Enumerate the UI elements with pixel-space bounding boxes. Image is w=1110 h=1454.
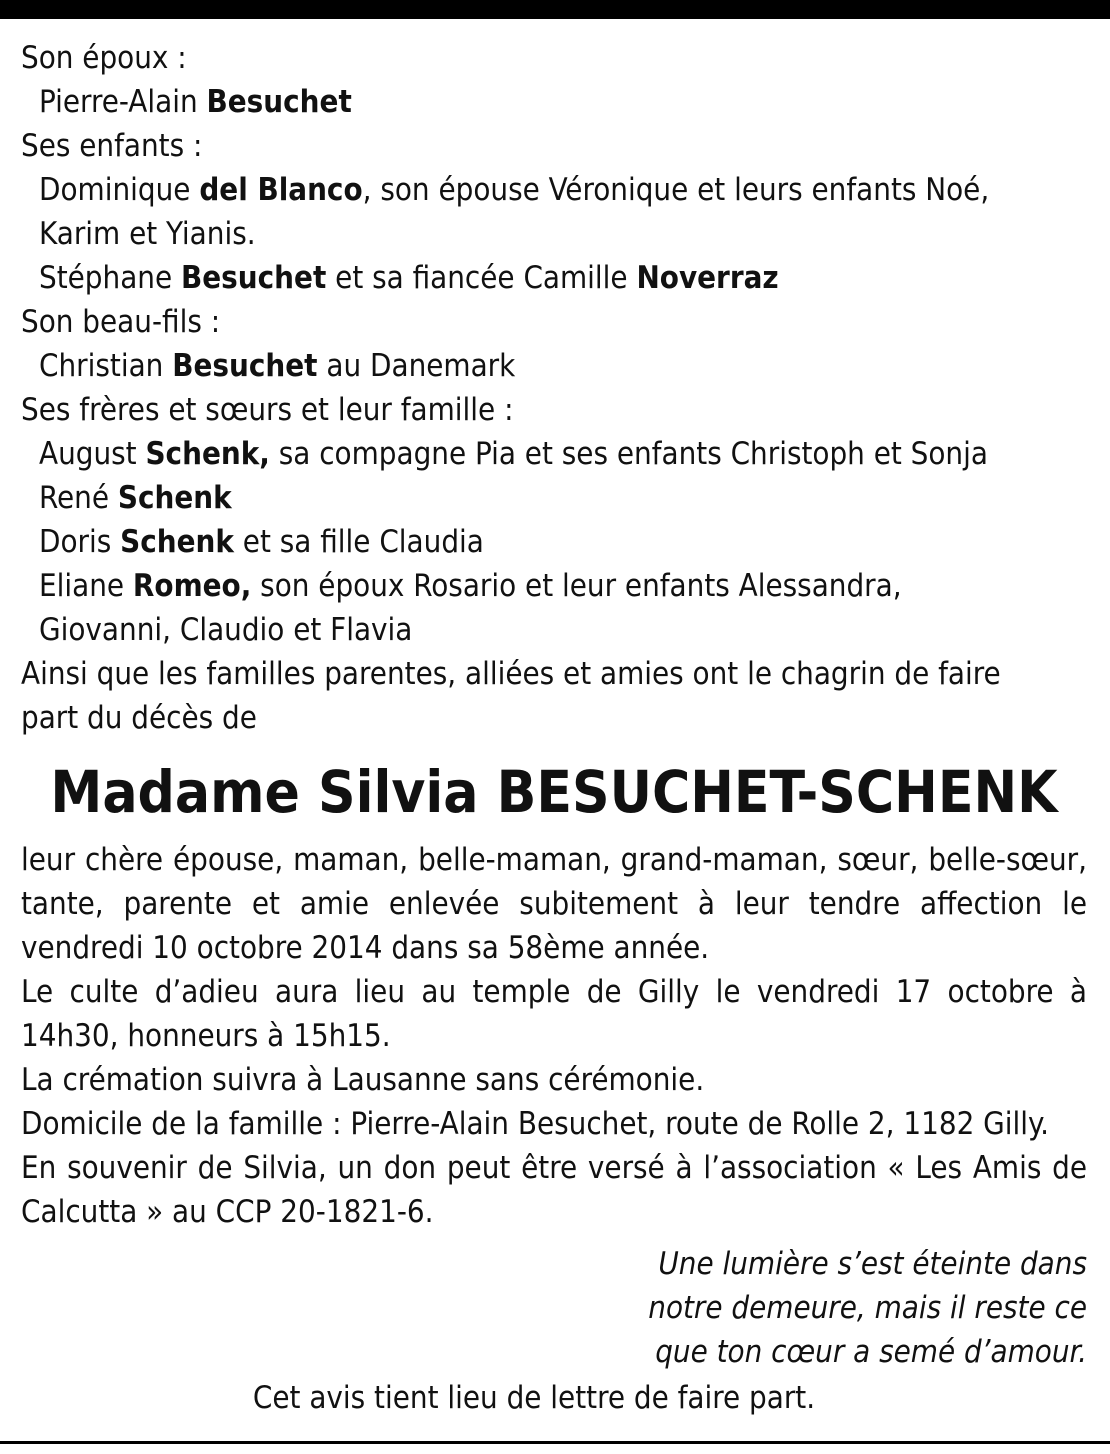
stepson-details: au Danemark (317, 348, 516, 384)
sibling4-surname: Romeo, (132, 568, 252, 604)
closing-line-2: part du décès de (21, 700, 257, 736)
sibling2-surname: Schenk (117, 480, 232, 516)
sibling3-details: et sa fille Claudia (233, 524, 484, 560)
poem-line-2: notre demeure, mais il reste ce (648, 1290, 1087, 1326)
spouse-heading: Son époux : (21, 40, 187, 76)
poem-line-3: que ton cœur a semé d’amour. (655, 1334, 1087, 1370)
siblings-heading: Ses frères et sœurs et leur famille : (21, 392, 514, 428)
poem-quote (21, 1242, 1087, 1374)
child2-line (21, 256, 1087, 300)
description-paragraph: leur chère épouse, maman, belle-maman, grand-maman, sœur, belle-sœur, tante, parente et amie enlevée subitement à leur tendre affection le vendredi 10 octobre 2014 dans sa 58ème année. (21, 842, 1087, 966)
child2-partner-surname: Noverraz (636, 260, 779, 296)
service-paragraph: Le culte d’adieu aura lieu au temple de Gilly le vendredi 17 octobre à 14h30, honneurs à 15h15. (21, 974, 1087, 1054)
child1-line (21, 168, 1087, 212)
sibling2-line (21, 476, 1087, 520)
sibling2-given-name: René (39, 480, 109, 516)
sibling1-given-name: August (39, 436, 137, 472)
poem-line-1: Une lumière s’est éteinte dans (658, 1246, 1087, 1282)
sibling1-line (21, 432, 1087, 476)
child2-given-name: Stéphane (39, 260, 173, 296)
children-heading: Ses enfants : (21, 128, 203, 164)
donation-paragraph: En souvenir de Silvia, un don peut être versé à l’association « Les Amis de Calcutta » au CCP 20-1821-6. (21, 1150, 1087, 1230)
stepson-line (21, 344, 1087, 388)
stepson-surname: Besuchet (172, 348, 318, 384)
sibling4-line (21, 564, 1087, 608)
sibling1-surname: Schenk, (145, 436, 270, 472)
child2-details: et sa fiancée Camille (326, 260, 637, 296)
sibling4-line-cont: Giovanni, Claudio et Flavia (39, 612, 413, 648)
sibling3-line (21, 520, 1087, 564)
domicile-paragraph: Domicile de la famille : Pierre-Alain Besuchet, route de Rolle 2, 1182 Gilly. (21, 1106, 1049, 1142)
child1-details: , son épouse Véronique et leurs enfants Noé, (362, 172, 990, 208)
deceased-name: Madame Silvia BESUCHET-SCHENK (50, 758, 1058, 826)
bottom-border-rule (0, 1441, 1110, 1444)
top-border-rule (0, 0, 1110, 19)
sibling4-given-name: Eliane (39, 568, 125, 604)
sibling4-details: son époux Rosario et leur enfants Alessandra, (251, 568, 902, 604)
obituary-notice (21, 36, 1087, 1420)
spouse-given-name: Pierre-Alain (39, 84, 198, 120)
closing-line-1: Ainsi que les familles parentes, alliées et amies ont le chagrin de faire (21, 656, 1001, 692)
sibling1-details: sa compagne Pia et ses enfants Christoph et Sonja (269, 436, 988, 472)
child1-line-cont: Karim et Yianis. (39, 216, 256, 252)
stepson-given-name: Christian (39, 348, 164, 384)
cremation-paragraph: La crémation suivra à Lausanne sans cérémonie. (21, 1062, 705, 1098)
stepson-heading: Son beau-fils : (21, 304, 221, 340)
child1-surname: del Blanco (199, 172, 363, 208)
sibling3-surname: Schenk (120, 524, 234, 560)
child1-given-name: Dominique (39, 172, 191, 208)
spouse-surname: Besuchet (206, 84, 352, 120)
sibling3-given-name: Doris (39, 524, 112, 560)
footer-note: Cet avis tient lieu de lettre de faire part. (252, 1380, 816, 1416)
child2-surname: Besuchet (181, 260, 327, 296)
spouse-line (21, 80, 1087, 124)
